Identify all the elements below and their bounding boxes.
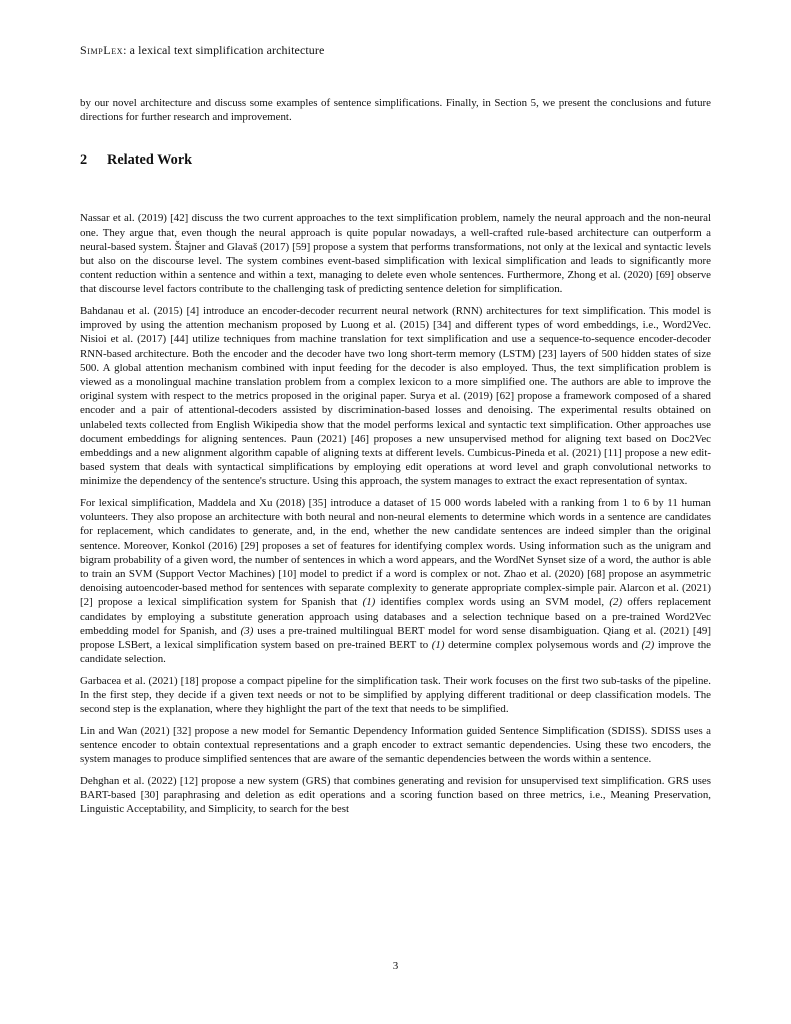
intro-paragraph: by our novel architecture and discuss some examples of sentence simplifications. Finally, in Section 5, we present the conclusions and future directions for further research and improvement.: [80, 97, 711, 124]
paragraph-lexical-simplification: For lexical simplification, Maddela and Xu (2018) [35] introduce a dataset of 15 000 words labeled with a ranking from 1 to 6 by 11 human volunteers. They also propose an architecture with both neural and non-neural elements to determine which words in a sentence are candidates for replacement, which candidates to generate, and, in the end, whether the new candidate sentences are indeed simpler than the original sentence. Moreover, Konkol (2016) [29] proposes a set of features for identifying complex words. Using information such as the unigram and bigram probability of a given word, the number of sentences in which a word appears, and the WordNet Synset size of a word, the author is able to train an SVM (Support Vector Machines) [10] model to predict if a word is complex or not. Zhao et al. (2020) [68] propose an asymmetric denoising autoencoder-based method for sentences with separate complexity to generate appropriate complex-simple pair. Alarcon et al. (2021) [2] propose a lexical simplification system for Spanish that (1) identifies complex words using an SVM model, (2) offers replacement candidates by employing a substitute generation approach using databases and a selection technique based on a pre-trained Word2Vec embedding model for Spanish, and (3) uses a pre-trained multilingual BERT model for word sense disambiguation. Qiang et al. (2021) [49] propose LSBert, a lexical simplification system based on pre-trained BERT to (1) determine complex polysemous words and (2) improve the candidate selection.: [80, 497, 712, 666]
header-title-smallcaps: SimpLex: [80, 43, 124, 57]
section-title: Related Work: [107, 152, 193, 169]
paragraph-bahdanau: Bahdanau et al. (2015) [4] introduce an encoder-decoder recurrent neural network (RNN) architectures for text simplification. This model is improved by using the attention mechanism proposed by Luong et al. (2015) [34] and different types of word embeddings, i.e., Word2Vec. Nisioi et al. (2017) [44] utilize techniques from machine translation for text simplification and use a sequence-to-sequence encoder-decoder RNN-based architecture. Both the encoder and the decoder have two long short-term memory (LSTM) [23] layers of 500 hidden states of size 500. A global attention mechanism combined with input feeding for the decoder is also employed. Thus, the text simplification problem is viewed as a monolingual machine translation problem from a complex lexicon to a more simplified one. The authors are able to improve the original system with respect to the metrics proposed in the original paper. Surya et al. (2019) [62] propose a framework composed of a shared encoder and a pair of attentional-decoders assisted by discrimination-based losses and denoising. The experimental results obtained on unlabeled texts collected from English Wikipedia show that the model performs lexical and syntactic text simplification. Other approaches use document embeddings for aligning sentences. Paun (2021) [46] proposes a new unsupervised method for aligning text based on Doc2Vec embeddings and a new alignment algorithm capable of aligning texts at different levels. Cumbicus-Pineda et al. (2021) [11] propose a new edit-based system that deals with syntactical simplifications by employing edit operations at word level and graph convolutional networks to minimize the dependency of the sentence's structure. Using this approach, the system manages to extract the exact representation of syntax.: [80, 305, 711, 488]
paragraph-lin-wan: Lin and Wan (2021) [32] propose a new model for Semantic Dependency Information guided Sentence Simplification (SDISS). SDISS uses a sentence encoder to obtain contextual representations and a graph encoder to extract semantic dependencies. Using these two encoders, the system manages to produce simplified sentences that are aware of the semantic dependencies between the words within a sentence.: [80, 724, 711, 766]
section-number: 2: [80, 152, 88, 169]
section-heading: [80, 151, 711, 169]
header-title-rest: : a lexical text simplification architecture: [123, 43, 325, 57]
paragraph-nassar: Nassar et al. (2019) [42] discuss the two current approaches to the text simplification problem, namely the neural approach and the non-neural one. They argue that, even though the neural approach is quite popular nowadays, a well-crafted rule-based architecture can outperform a neural-based system. Štajner and Glavaš (2017) [59] propose a system that performs transformations, not only at the lexical and syntactic levels but also on the discourse level. The system combines event-based simplification with lexical simplification and leads to significantly more content reduction within a sentence and within a text, managing to delete even whole sentences. Furthermore, Zhong et al. (2020) [69] observe that discourse level factors contribute to the challenging task of predicting sentence deletion for simplification.: [80, 212, 711, 296]
running-header: [80, 43, 324, 58]
paragraph-dehghan: Dehghan et al. (2022) [12] propose a new system (GRS) that combines generating and revision for unsupervised text simplification. GRS uses BART-based [30] paraphrasing and deletion as edit operations and a scoring function based on three metrics, i.e., Meaning Preservation, Linguistic Acceptability, and Simplicity, to search for the best: [80, 774, 711, 816]
page-body: [80, 96, 711, 824]
paragraph-garbacea: Garbacea et al. (2021) [18] propose a compact pipeline for the simplification task. Their work focuses on the first two sub-tasks of the pipeline. In the first step, they decide if a given text needs or not to be simplified by applying different traditional or deep classification models. The second step is the explanation, where they highlight the part of the text that needs to be simplified.: [80, 674, 711, 716]
page-number: 3: [392, 960, 399, 972]
